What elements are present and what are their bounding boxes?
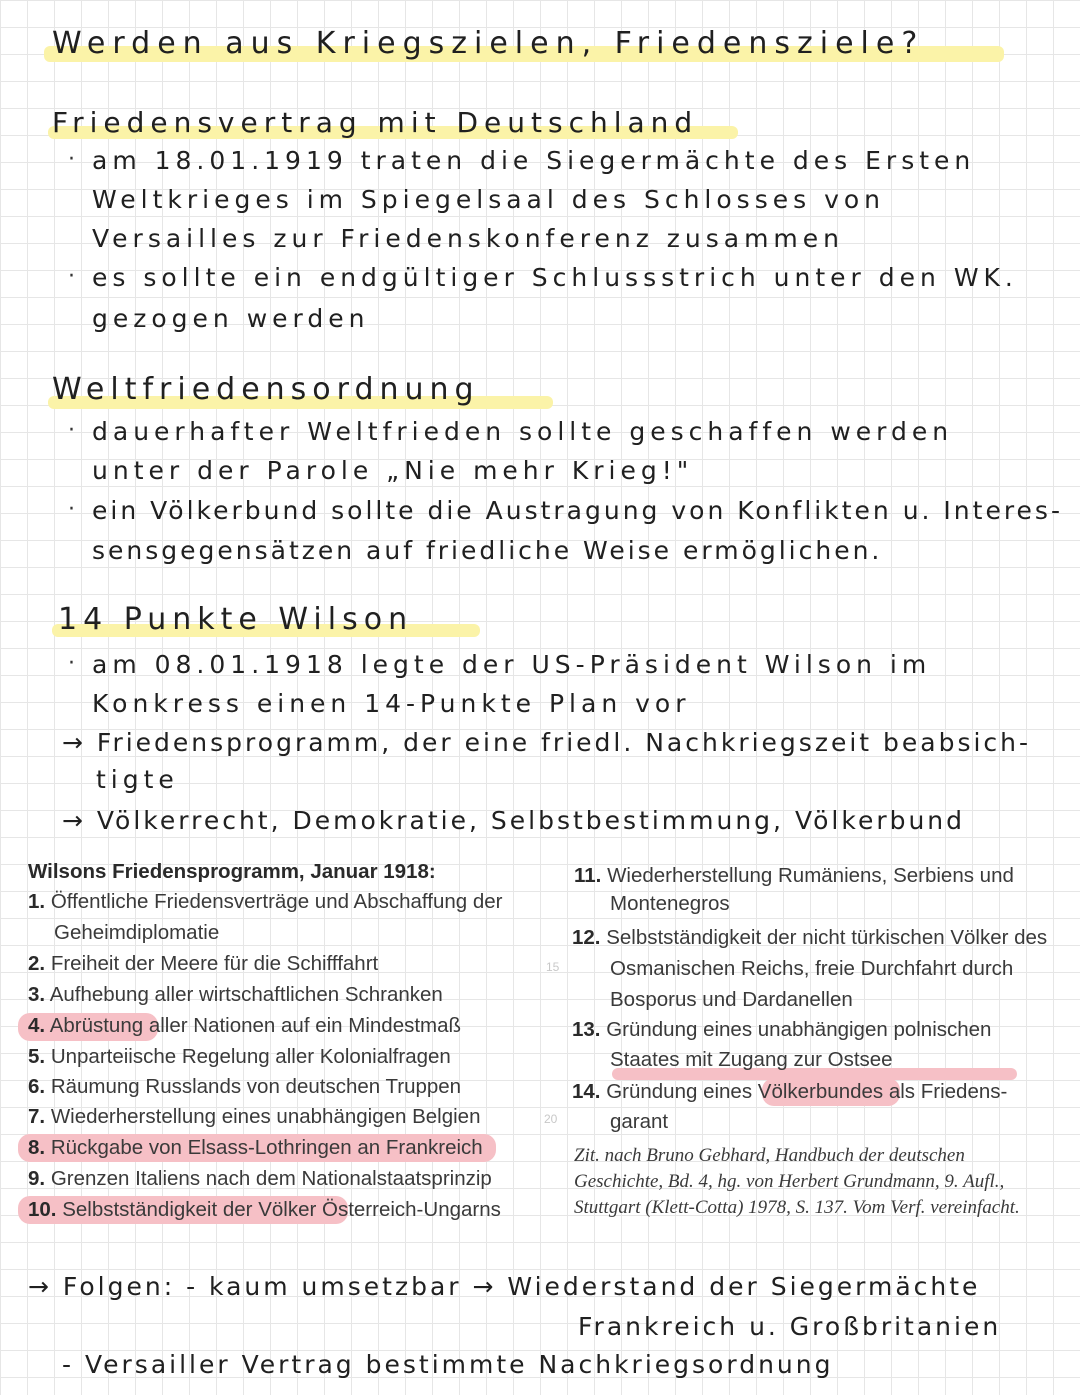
- citation-line: Stuttgart (Klett-Cotta) 1978, S. 137. Vom Verf. vereinfacht.: [574, 1197, 1020, 1218]
- program-point: 3. Aufhebung aller wirtschaftlichen Schranken: [28, 983, 443, 1006]
- line-number: 15: [546, 960, 560, 974]
- program-point-cont: garant: [610, 1110, 669, 1133]
- section-1-line: Versailles zur Friedenskonferenz zusammen: [92, 224, 845, 253]
- bullet-dot: ·: [68, 651, 75, 676]
- section-2-line: ein Völkerbund sollte die Austragung von Konflikten u. Interes-: [92, 496, 1063, 525]
- section-1-line: es sollte ein endgültiger Schlussstrich unter den WK.: [92, 263, 1018, 292]
- section-2-line: sensgegensätzen auf friedliche Weise ermöglichen.: [92, 536, 883, 565]
- section-1-line: am 18.01.1919 traten die Siegermächte des Ersten: [92, 146, 976, 175]
- bullet-dot: ·: [68, 147, 75, 172]
- section-3-line: → Völkerrecht, Demokratie, Selbstbestimmung, Völkerbund: [62, 806, 966, 835]
- page-title: Werden aus Kriegszielen, Friedensziele?: [52, 26, 925, 61]
- section-3-line: am 08.01.1918 legte der US-Präsident Wilson im: [92, 650, 932, 679]
- section-2-heading: Weltfriedensordnung: [52, 372, 480, 407]
- program-point: 13. Gründung eines unabhängigen polnischen: [572, 1018, 992, 1041]
- bullet-dot: ·: [68, 264, 75, 289]
- section-3-line: Konkress einen 14-Punkte Plan vor: [92, 689, 691, 718]
- program-point: 12. Selbstständigkeit der nicht türkischen Völker des: [572, 926, 1048, 949]
- section-2-line: dauerhafter Weltfrieden sollte geschaffen werden: [92, 417, 954, 446]
- section-1-line: Weltkrieges im Spiegelsaal des Schlosses von: [92, 185, 886, 214]
- program-point: 11. Wiederherstellung Rumäniens, Serbiens und: [574, 864, 1014, 887]
- folgen-line: Frankreich u. Großbritanien: [578, 1312, 1002, 1341]
- bullet-dot: ·: [68, 418, 75, 443]
- program-point-cont: Montenegros: [610, 892, 730, 915]
- section-2-line: unter der Parole „Nie mehr Krieg!": [92, 456, 694, 485]
- program-point: 10. Selbstständigkeit der Völker Österreich-Ungarns: [28, 1198, 501, 1221]
- program-point-cont: Geheimdiplomatie: [54, 921, 220, 944]
- program-point: 14. Gründung eines Völkerbundes als Friedens-: [572, 1080, 1008, 1103]
- program-point: 5. Unparteiische Regelung aller Kolonialfragen: [28, 1045, 451, 1068]
- program-point-cont: Bosporus und Dardanellen: [610, 988, 853, 1011]
- section-3-heading: 14 Punkte Wilson: [58, 602, 414, 637]
- program-point: 4. Abrüstung aller Nationen auf ein Mindestmaß: [28, 1014, 462, 1037]
- program-point: 1. Öffentliche Friedensverträge und Abschaffung der: [28, 890, 503, 913]
- citation-line: Zit. nach Bruno Gebhard, Handbuch der deutschen: [574, 1145, 965, 1166]
- folgen-line: → Folgen: - kaum umsetzbar → Wiederstand der Siegermächte: [28, 1272, 981, 1301]
- citation-line: Geschichte, Bd. 4, hg. von Herbert Grundmann, 9. Aufl.,: [574, 1171, 1005, 1192]
- folgen-line: - Versailler Vertrag bestimmte Nachkriegsordnung: [62, 1350, 834, 1379]
- section-3-line: → Friedensprogramm, der eine friedl. Nachkriegszeit beabsich-: [62, 728, 1032, 757]
- program-point-cont: Osmanischen Reichs, freie Durchfahrt durch: [610, 957, 1014, 980]
- section-3-line: tigte: [96, 765, 179, 794]
- program-point: 7. Wiederherstellung eines unabhängigen Belgien: [28, 1105, 481, 1128]
- program-point: 8. Rückgabe von Elsass-Lothringen an Frankreich: [28, 1136, 483, 1159]
- section-1-heading: Friedensvertrag mit Deutschland: [52, 106, 699, 139]
- bullet-dot: ·: [68, 497, 75, 522]
- section-1-line: gezogen werden: [92, 304, 370, 333]
- program-point: 6. Räumung Russlands von deutschen Truppen: [28, 1075, 462, 1098]
- program-point: 2. Freiheit der Meere für die Schifffahrt: [28, 952, 379, 975]
- program-heading: Wilsons Friedensprogramm, Januar 1918:: [28, 860, 436, 883]
- program-point: 9. Grenzen Italiens nach dem Nationalstaatsprinzip: [28, 1167, 492, 1190]
- line-number: 20: [544, 1112, 558, 1126]
- program-point-cont: Staates mit Zugang zur Ostsee: [610, 1048, 893, 1071]
